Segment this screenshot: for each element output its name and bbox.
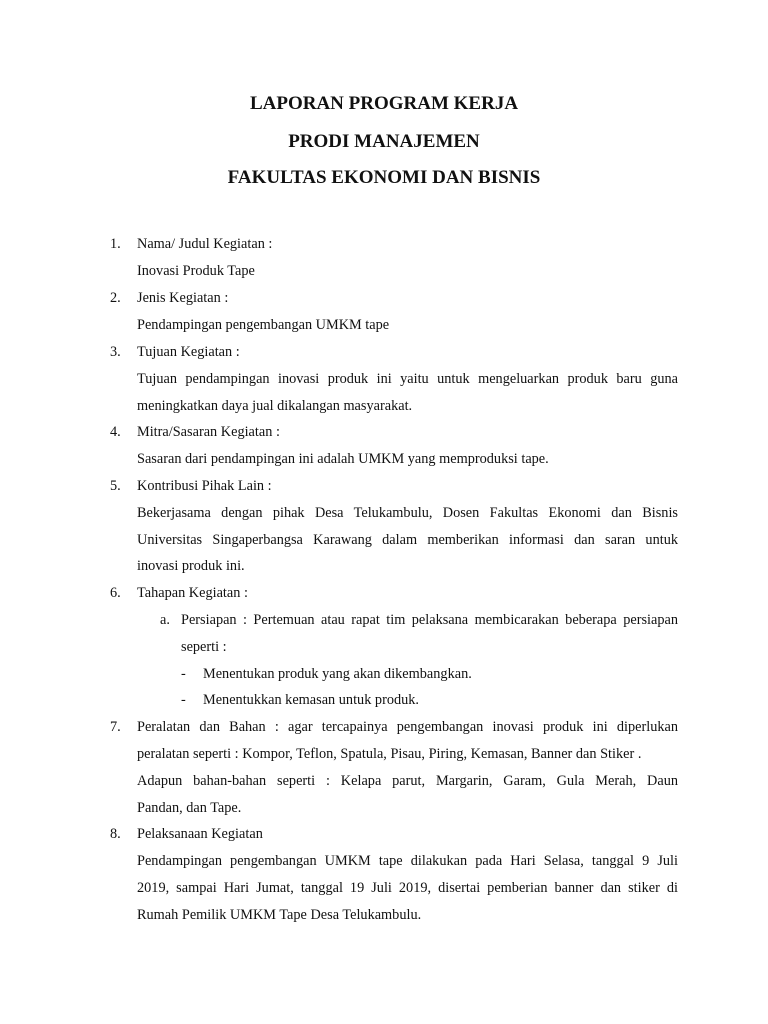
item-number-8: 8. <box>110 826 121 842</box>
item-text-7-line-4: Pandan, dan Tape. <box>137 800 242 816</box>
item-label-1: Nama/ Judul Kegiatan : <box>137 236 273 252</box>
item-text-5-line-3: inovasi produk ini. <box>137 558 245 574</box>
item-number-3: 3. <box>110 344 121 360</box>
bullet-marker-2: - <box>181 692 186 708</box>
sub-item-text-line-2: seperti : <box>181 639 227 655</box>
item-label-6: Tahapan Kegiatan : <box>137 585 248 601</box>
sub-item-marker-a: a. <box>160 612 170 628</box>
item-label-3: Tujuan Kegiatan : <box>137 344 240 360</box>
item-label-2: Jenis Kegiatan : <box>137 290 229 306</box>
item-label-5: Kontribusi Pihak Lain : <box>137 478 272 494</box>
item-text-5-line-2: Universitas Singaperbangsa Karawang dalam memberikan informasi dan saran untuk <box>137 532 678 548</box>
item-label-4: Mitra/Sasaran Kegiatan : <box>137 424 280 440</box>
sub-item-text-line-1: Persiapan : Pertemuan atau rapat tim pelaksana membicarakan beberapa persiapan <box>181 612 678 628</box>
report-title: LAPORAN PROGRAM KERJA <box>249 93 519 114</box>
item-number-1: 1. <box>110 236 121 252</box>
item-text-7-line-2: peralatan seperti : Kompor, Teflon, Spatula, Pisau, Piring, Kemasan, Banner dan Stiker . <box>137 746 642 762</box>
item-label-8: Pelaksanaan Kegiatan <box>137 826 263 842</box>
faculty-name: FAKULTAS EKONOMI DAN BISNIS <box>227 167 541 188</box>
item-number-7: 7. <box>110 719 121 735</box>
item-text-8-line-3: Rumah Pemilik UMKM Tape Desa Telukambulu. <box>137 907 422 923</box>
item-number-6: 6. <box>110 585 121 601</box>
item-text-8-line-2: 2019, sampai Hari Jumat, tanggal 19 Juli 2019, disertai pemberian banner dan stiker di <box>137 880 678 896</box>
item-text-5-line-1: Bekerjasama dengan pihak Desa Telukambulu, Dosen Fakultas Ekonomi dan Bisnis <box>137 505 678 521</box>
item-text-2: Pendampingan pengembangan UMKM tape <box>137 317 390 333</box>
bullet-text-2: Menentukkan kemasan untuk produk. <box>203 692 419 708</box>
bullet-text-1: Menentukan produk yang akan dikembangkan. <box>203 666 472 682</box>
item-text-7-line-3: Adapun bahan-bahan seperti : Kelapa parut, Margarin, Garam, Gula Merah, Daun <box>137 773 678 789</box>
program-name: PRODI MANAJEMEN <box>288 131 480 152</box>
item-text-4: Sasaran dari pendampingan ini adalah UMKM yang memproduksi tape. <box>137 451 549 467</box>
item-text-1: Inovasi Produk Tape <box>137 263 255 279</box>
item-number-5: 5. <box>110 478 121 494</box>
item-number-2: 2. <box>110 290 121 306</box>
item-text-3-line-2: meningkatkan daya jual dikalangan masyarakat. <box>137 398 413 414</box>
item-text-8-line-1: Pendampingan pengembangan UMKM tape dilakukan pada Hari Selasa, tanggal 9 Juli <box>137 853 678 869</box>
item-number-4: 4. <box>110 424 121 440</box>
item-text-3-line-1: Tujuan pendampingan inovasi produk ini yaitu untuk mengeluarkan produk baru guna <box>137 371 678 387</box>
bullet-marker-1: - <box>181 666 186 682</box>
item-text-7-line-1: Peralatan dan Bahan : agar tercapainya pengembangan inovasi produk ini diperlukan <box>137 719 678 735</box>
